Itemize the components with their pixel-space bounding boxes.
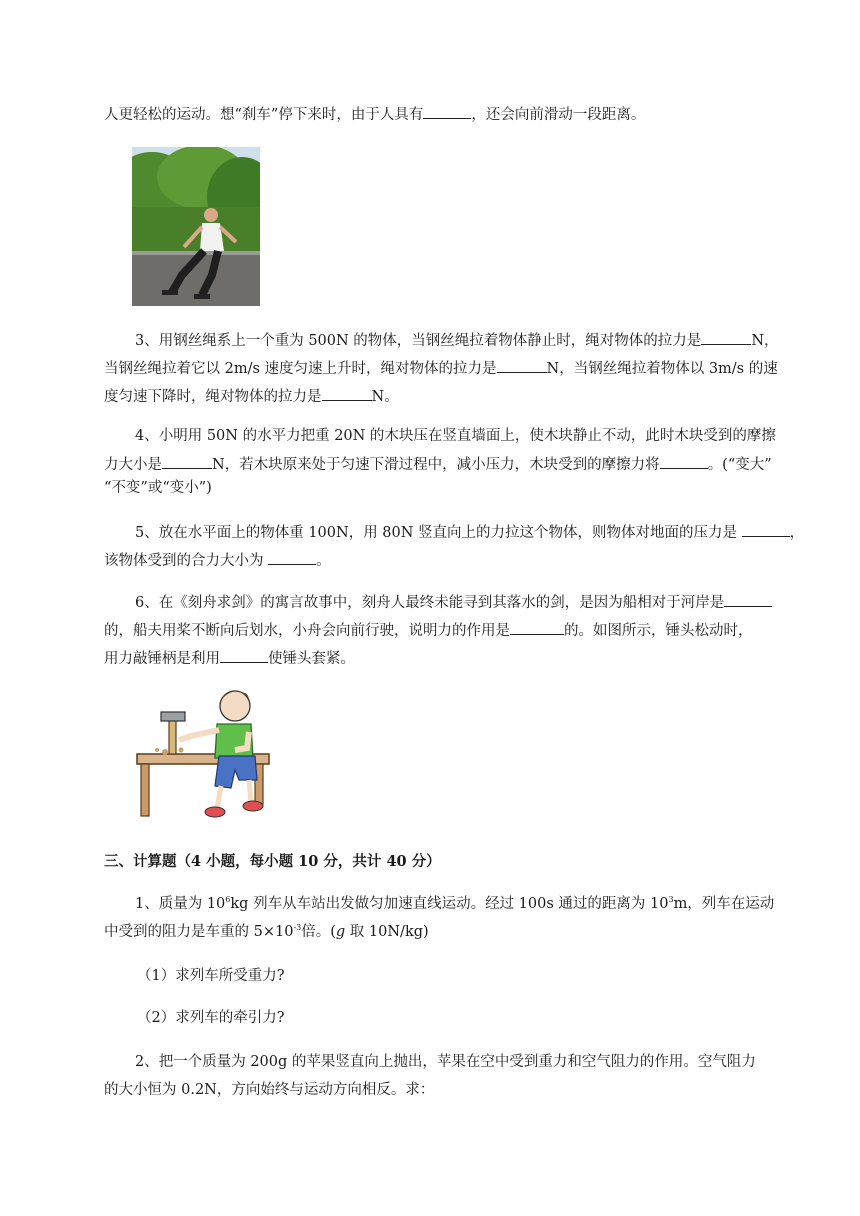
answer-blank bbox=[510, 620, 564, 635]
answer-blank bbox=[742, 522, 790, 537]
text: 3、用钢丝绳系上一个重为 500N 的物体，当钢丝绳拉着物体静止时，绳对物体的拉力是 bbox=[135, 333, 702, 349]
text: 2、把一个质量为 200g 的苹果竖直向上抛出，苹果在空中受到重力和空气阻力的作用。空气阻力 bbox=[135, 1054, 756, 1070]
text: “不变”或“变小”) bbox=[104, 480, 212, 496]
text: 人更轻松的运动。想“刹车”停下来时，由于人具有 bbox=[104, 107, 424, 123]
q4-line-3 bbox=[104, 478, 804, 498]
c1-sub-1 bbox=[137, 966, 837, 986]
hammer-bench-illustration bbox=[135, 684, 275, 824]
c1-sub-2 bbox=[137, 1008, 837, 1028]
c1-line-2 bbox=[104, 922, 804, 942]
text: 该物体受到的合力大小为 bbox=[104, 553, 269, 569]
text: 中受到的阻力是车重的 5×10 bbox=[104, 924, 294, 940]
answer-blank bbox=[423, 104, 471, 119]
text: 使锤头套紧。 bbox=[268, 651, 355, 667]
text: 的。如图所示，锤头松动时， bbox=[564, 623, 753, 639]
text: ，还会向前滑动一段距离。 bbox=[471, 107, 646, 123]
q4-line-2 bbox=[104, 454, 804, 475]
q6-line-2 bbox=[104, 620, 804, 641]
answer-blank bbox=[162, 454, 212, 469]
q3-line-3 bbox=[104, 386, 804, 407]
text: 取 10N/kg) bbox=[345, 924, 429, 940]
text: 。(“变大” bbox=[707, 457, 772, 473]
q3-line-2 bbox=[104, 358, 804, 379]
q6-line-3 bbox=[104, 648, 804, 669]
text: （1）求列车所受重力? bbox=[137, 968, 285, 984]
answer-blank bbox=[497, 358, 547, 373]
text: 。 bbox=[316, 553, 331, 569]
answer-blank bbox=[724, 592, 772, 607]
q5-line-2 bbox=[104, 550, 804, 571]
text: 4、小明用 50N 的水平力把重 20N 的木块压在竖直墙面上，使木块静止不动，此时木块受到的摩擦 bbox=[135, 428, 776, 444]
answer-blank bbox=[220, 648, 268, 663]
text: N，若木块原来处于匀速下滑过程中，减小压力，木块受到的摩擦力将 bbox=[212, 457, 660, 473]
text: 的，船夫用桨不断向后划水，小舟会向前行驶，说明力的作用是 bbox=[104, 623, 510, 639]
section-3-title bbox=[104, 852, 804, 872]
text: 度匀速下降时，绳对物体的拉力是 bbox=[104, 389, 322, 405]
text: 1、质量为 10 bbox=[135, 896, 226, 912]
c2-line-1 bbox=[135, 1052, 805, 1072]
text: N， bbox=[751, 333, 779, 349]
superscript: -3 bbox=[293, 923, 302, 932]
gravity-symbol: g bbox=[335, 924, 346, 940]
q4-line-1 bbox=[135, 426, 805, 446]
text: 的大小恒为 0.2N，方向始终与运动方向相反。求： bbox=[104, 1082, 435, 1098]
answer-blank bbox=[268, 550, 316, 565]
answer-blank bbox=[322, 386, 372, 401]
c2-line-2 bbox=[104, 1080, 804, 1100]
superscript: 6 bbox=[225, 895, 231, 904]
c1-line-1 bbox=[135, 894, 805, 914]
superscript: 3 bbox=[668, 895, 674, 904]
q6-line-1 bbox=[135, 592, 805, 613]
text: kg 列车从车站出发做匀加速直线运动。经过 100s 通过的距离为 10 bbox=[230, 896, 669, 912]
text: 力大小是 bbox=[104, 457, 162, 473]
q3-line-1 bbox=[135, 330, 805, 351]
text: 倍。( bbox=[301, 924, 336, 940]
text: N。 bbox=[371, 389, 399, 405]
text: （2）求列车的牵引力? bbox=[137, 1010, 285, 1026]
text: N，当钢丝绳拉着物体以 3m/s 的速 bbox=[546, 361, 778, 377]
text: 6、在《刻舟求剑》的寓言故事中，刻舟人最终未能寻到其落水的剑，是因为船相对于河岸是 bbox=[135, 595, 725, 611]
text: 5、放在水平面上的物体重 100N，用 80N 竖直向上的力拉这个物体，则物体对地面的压力是 bbox=[135, 525, 742, 541]
answer-blank bbox=[701, 330, 751, 345]
rollerblader-photo bbox=[132, 147, 260, 306]
text: ， bbox=[789, 525, 805, 541]
q5-line-1 bbox=[135, 522, 805, 543]
answer-blank bbox=[660, 454, 708, 469]
question-tail-line bbox=[104, 104, 804, 125]
text: 当钢丝绳拉着它以 2m/s 速度匀速上升时，绳对物体的拉力是 bbox=[104, 361, 497, 377]
text: m，列车在运动 bbox=[673, 896, 775, 912]
section-title-text: 三、计算题（4 小题，每小题 10 分，共计 40 分） bbox=[104, 853, 441, 870]
text: 用力敲锤柄是利用 bbox=[104, 651, 220, 667]
